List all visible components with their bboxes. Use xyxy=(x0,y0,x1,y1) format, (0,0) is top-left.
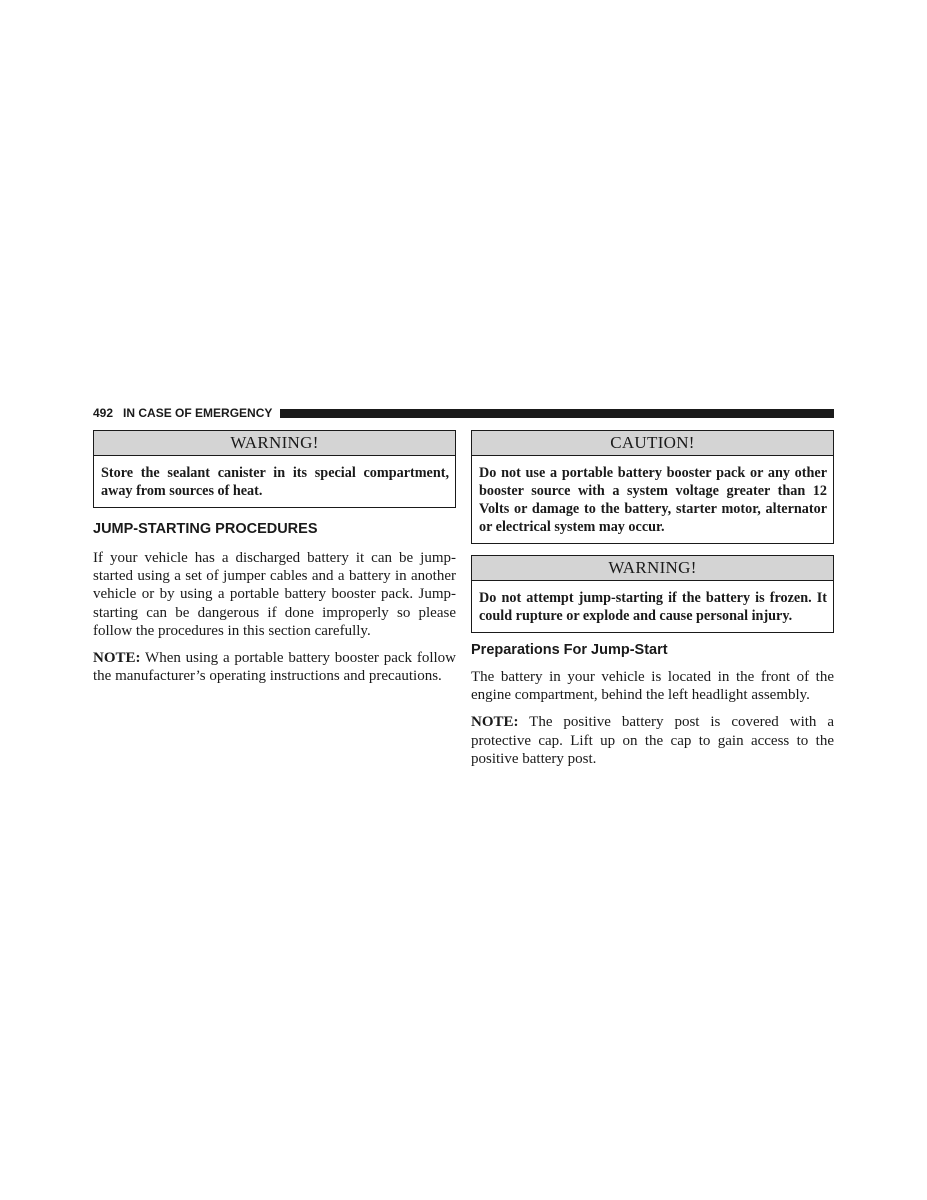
note-paragraph-booster xyxy=(93,649,456,685)
note-label: NOTE: xyxy=(93,650,141,667)
note-text: The positive battery post is covered with a protective cap. Lift up on the cap to gain access to the positive battery post. xyxy=(471,714,834,767)
warning-title: WARNING! xyxy=(472,556,833,581)
note-paragraph-battery-post xyxy=(471,713,834,768)
caution-body: Do not use a portable battery booster pack or any other booster source with a system voltage greater than 12 Volts or damage to the battery, starter motor, alternator or electrical system may occur. xyxy=(479,465,827,535)
warning-title: WARNING! xyxy=(94,431,455,456)
warning-body: Store the sealant canister in its special compartment, away from sources of heat. xyxy=(101,465,449,499)
right-column xyxy=(471,430,834,768)
caution-box-voltage xyxy=(471,430,834,544)
page-header xyxy=(93,406,834,420)
note-text: When using a portable battery booster pack follow the manufacturer’s operating instructions and precautions. xyxy=(93,650,456,685)
intro-paragraph: If your vehicle has a discharged battery it can be jump-started using a set of jumper cables and a battery in another vehicle or by using a portable battery booster pack. Jump-starting can be dangerous if done improperly so please follow the procedures in this section carefully. xyxy=(93,550,456,639)
warning-box-frozen xyxy=(471,555,834,633)
battery-location-paragraph: The battery in your vehicle is located in the front of the engine compartment, behind the left headlight assembly. xyxy=(471,669,834,704)
left-column xyxy=(93,430,456,685)
caution-title: CAUTION! xyxy=(472,431,833,456)
section-name: IN CASE OF EMERGENCY xyxy=(123,406,273,420)
warning-body: Do not attempt jump-starting if the battery is frozen. It could rupture or explode and cause personal injury. xyxy=(479,590,827,624)
section-heading-preparations: Preparations For Jump-Start xyxy=(471,642,668,658)
header-rule xyxy=(280,409,834,418)
page-number: 492 xyxy=(93,406,114,420)
warning-box-sealant xyxy=(93,430,456,508)
note-label: NOTE: xyxy=(471,714,519,731)
section-heading-jump-starting: JUMP-STARTING PROCEDURES xyxy=(93,521,318,537)
